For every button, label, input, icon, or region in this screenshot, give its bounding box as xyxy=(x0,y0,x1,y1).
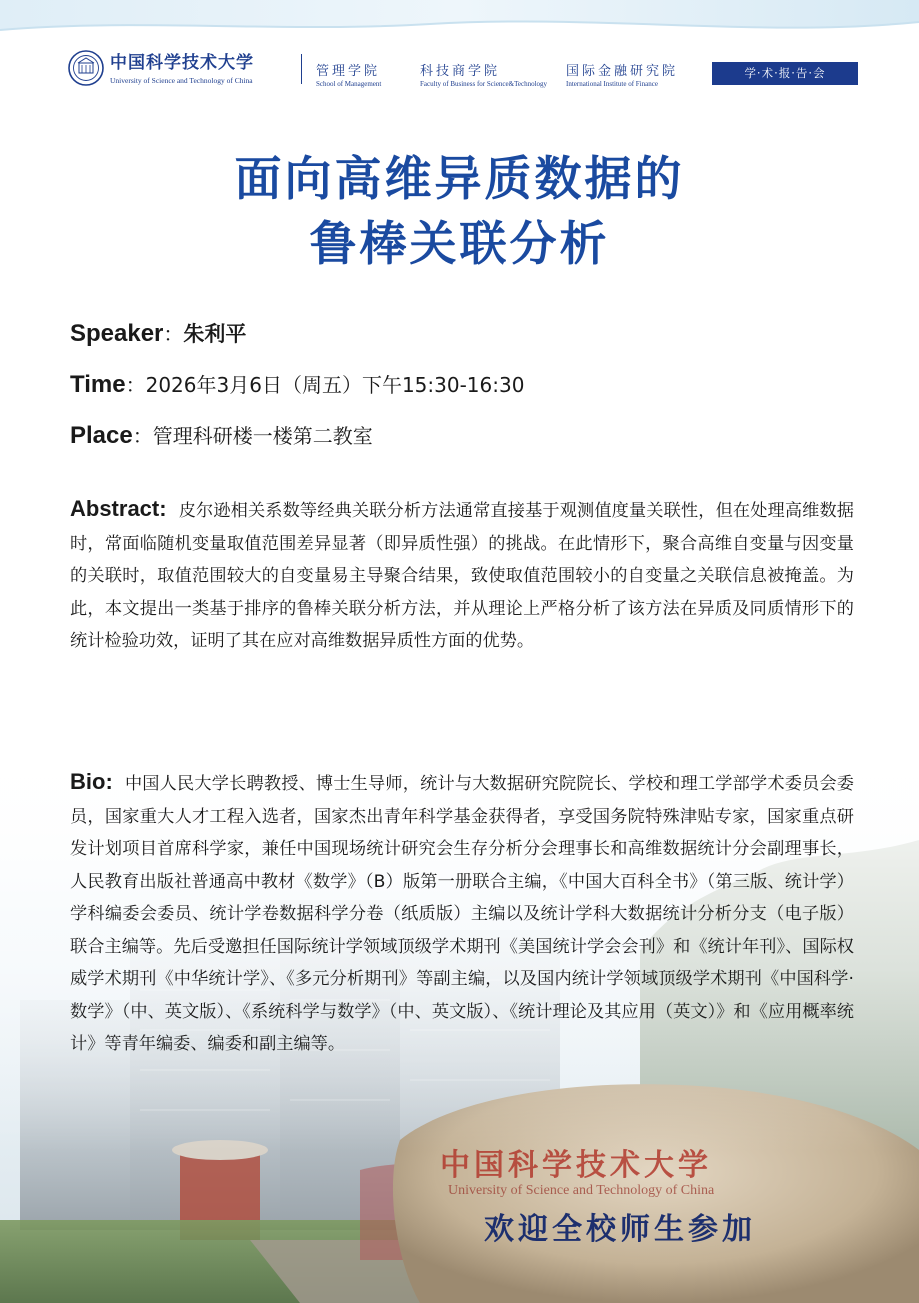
abstract-label: Abstract: xyxy=(70,496,167,521)
bio-section xyxy=(70,766,854,1061)
school-name-en: International Institute of Finance xyxy=(566,80,658,88)
welcome-text: 欢迎全校师生参加 xyxy=(484,1212,756,1247)
speaker-row xyxy=(70,318,246,348)
university-name-en: University of Science and Technology of China xyxy=(110,76,253,85)
header xyxy=(68,46,858,92)
school-name-en: School of Management xyxy=(316,80,382,88)
place-row xyxy=(70,420,373,450)
university-name-cn: 中国科学技术大学 xyxy=(110,53,254,73)
colon: ： xyxy=(163,322,184,346)
school-name-en: Faculty of Business for Science&Technology xyxy=(420,80,548,88)
colon: ： xyxy=(132,424,153,448)
abstract-section xyxy=(70,493,854,658)
seminar-badge: 学·术·报·告·会 xyxy=(712,62,858,85)
speaker-label: Speaker xyxy=(70,320,164,347)
bio-label: Bio: xyxy=(70,769,113,794)
talk-title-line-2: 鲁棒关联分析 xyxy=(309,217,610,272)
stone-inscription-en: University of Science and Technology of China xyxy=(448,1183,715,1198)
school-finance xyxy=(566,60,678,88)
place-value: 管理科研楼一楼第二教室 xyxy=(152,424,373,448)
talk-title-line-1: 面向高维异质数据的 xyxy=(234,152,685,207)
school-business xyxy=(420,60,547,88)
colon: ： xyxy=(125,373,146,397)
bio-text: 中国人民大学长聘教授、博士生导师，统计与大数据研究院院长、学校和理工学部学术委员会委员，国家重大人才工程入选者，国家杰出青年科学基金获得者，享受国务院特殊津贴专家，国家重点研发计划项目首席科学家，兼任中国现场统计研究会生存分析分会理事长和高维数据统计分会副理事长，人民教育出版社普通高中教材《数学》（B）版第一册联合主编，《中国大百科全书》（第三版、统计学）学科编委会委员、统计学卷数据科学分卷（纸质版）主编以及统计学科大数据统计分析分支（电子版）联合主编等。先后受邀担任国际统计学领域顶级学术期刊《美国统计学会会刊》和《统计年刊》、国际权威学术期刊《中华统计学》、《多元分析期刊》等副主编，以及国内统计学领域顶级学术期刊《中国科学·数学》（中、英文版）、《系统科学与数学》（中、英文版）、《统计理论及其应用（英文）》和《应用概率统计》等青年编委、编委和副主编等。 xyxy=(70,774,854,1054)
school-name-cn: 管理学院 xyxy=(316,64,381,79)
school-name-cn: 科技商学院 xyxy=(420,64,501,79)
header-divider xyxy=(301,54,302,84)
ustc-logo-icon xyxy=(68,50,104,86)
school-management xyxy=(316,60,381,88)
time-value: 2026年3月6日（周五）下午15:30-16:30 xyxy=(145,373,525,397)
time-label: Time xyxy=(70,371,126,398)
abstract-text: 皮尔逊相关系数等经典关联分析方法通常直接基于观测值度量关联性，但在处理高维数据时，常面临随机变量取值范围差异显著（即异质性强）的挑战。在此情形下，聚合高维自变量与因变量的关联时，取值范围较大的自变量易主导聚合结果，致使取值范围较小的自变量之关联信息被掩盖。为此，本文提出一类基于排序的鲁棒关联分析方法，并从理论上严格分析了该方法在异质及同质情形下的统计检验功效，证明了其在应对高维数据异质性方面的优势。 xyxy=(70,501,854,651)
place-label: Place xyxy=(70,422,133,449)
time-row xyxy=(70,369,524,399)
school-name-cn: 国际金融研究院 xyxy=(566,64,679,79)
speaker-value: 朱利平 xyxy=(183,322,247,346)
stone-inscription-cn: 中国科学技术大学 xyxy=(440,1148,712,1183)
